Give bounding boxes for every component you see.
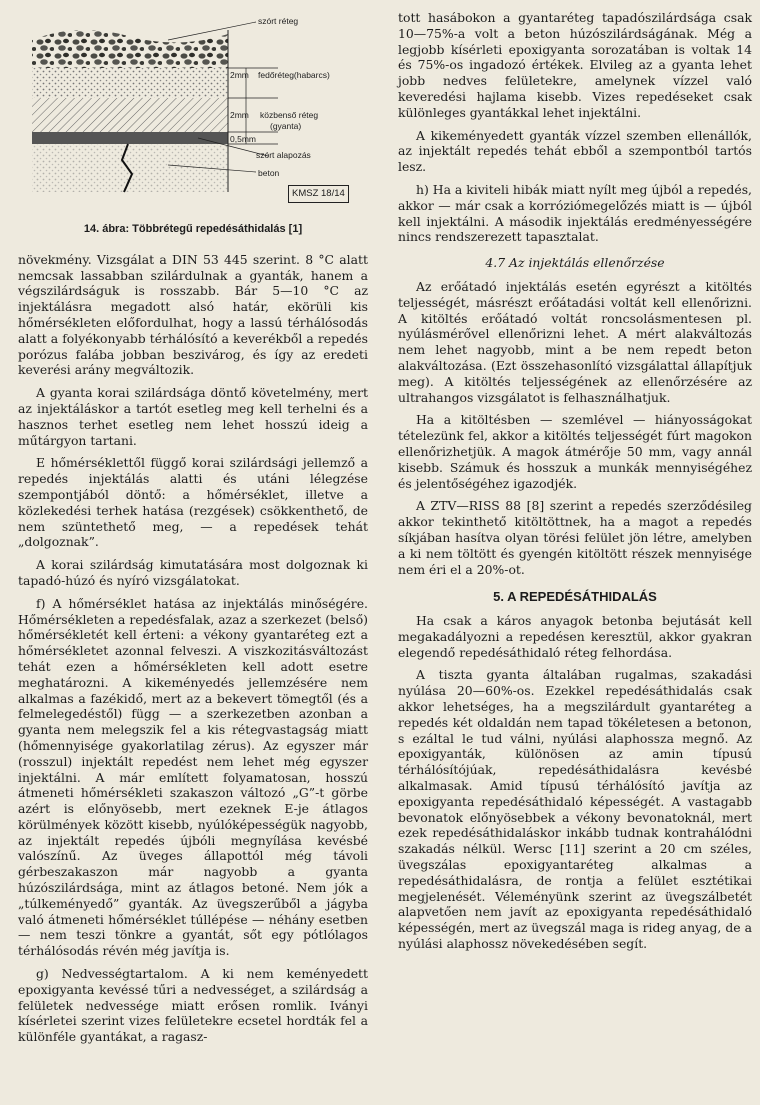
figure-stamp: KMSZ 18/14 — [288, 185, 349, 203]
label-mid-layer-sub: (gyanta) — [270, 121, 302, 131]
label-scattered-layer: szórt réteg — [258, 16, 299, 26]
paragraph: A kikeményedett gyanták vízzel szemben ellenállók, az injektált repedés tehát ebből a szempontból tartós lesz. — [398, 127, 752, 175]
paragraph: Ha csak a káros anyagok betonba bejutását kell megakadályozni a repedésen keresztül, akkor gyakran elegendő repedésáthidaló réteg felhordása. — [398, 613, 752, 660]
concrete — [32, 144, 228, 192]
paragraph: növekmény. Vizsgálat a DIN 53 445 szerint. 8 °C alatt nemcsak lassabban szilárdulnak a gyanták, hanem a végszilárdságuk is rosszabb. Bár 5—10 °C az injektálásra megadott alsó határ, ekörüli kis hőmérsékleten előfordulhat, hogy a lassú térhálósodás alatt a folyékonyabb térhálósító a keverékből a repedés porózus falába jobban beszivárog, és így az eredeti keverési arány megváltozik. — [18, 251, 368, 378]
left-column — [18, 0, 368, 1052]
paragraph: g) Nedvességtartalom. A ki nem keményedett epoxigyanta kevéssé tűri a nedvességet, a szilárdság a felületek nedvessége miatt erősen romlik. Iványi kísérletei szerint vizes felületekre ecsetel hordták fel a különféle gyantákat, a ragasz- — [18, 966, 368, 1045]
paragraph: A ZTV—RISS 88 [8] szerint a repedés szerződésileg akkor tekinthető kitöltöttnek, ha a magot a repedés síkjában hasítva olyan törési felület jön létre, amelyben a ki nem töltött és gyengén kitöltött részek mennyisége nem éri el a 20%-ot. — [398, 498, 752, 577]
paragraph: Az erőátadó injektálás esetén egyrészt a kitöltés teljességét, másrészt erőátadási voltát kell ellenőrizni. A kitöltés erőátadó voltát roncsolásmentesen pl. nyúlásmérővel ellenőrizni lehet. A mért alakváltozás nem lehet nagyobb, mint a be nem repedt beton alakváltozása. (Ezt összehasonlító vizsgálattal állapítjuk meg). A kitöltés teljességének az ellenőrzésére az ultrahangos vizsgálatot is felhasználhatjuk. — [398, 278, 752, 405]
paragraph: E hőmérséklettől függő korai szilárdsági jellemző a repedés injektálás alatti és utáni lélegzése szempontjából döntő: a hőmérséklet, illetve a közlekedési terhek hatása (rezgések) csökkenthető, de nem szüntethető meg, — a repedések tehát „dolgoznak”. — [18, 455, 368, 550]
paragraph: Ha a kitöltésben — szemlével — hiányosságokat tételezünk fel, akkor a kitöltés teljességét fúrt magokon ellenőrizhetjük. A magok átmérője 50 mm, vagy annál kisebb. Számuk és hosszuk a munkák mennyiségéhez és jelentőségéhez igazodjék. — [398, 412, 752, 491]
left-paragraphs — [18, 252, 368, 1045]
label-base-thickness: 0,5mm — [230, 134, 256, 144]
right-paragraphs — [398, 10, 752, 952]
label-mid-thickness: 2mm — [230, 110, 249, 120]
label-primer: szórt alapozás — [256, 150, 311, 160]
label-concrete: beton — [258, 168, 280, 178]
right-column — [398, 10, 752, 959]
paragraph: tott hasábokon a gyantaréteg tapadószilárdsága csak 10—75%-a volt a beton húzószilárdságának. Még a legjobb kísérleti epoxigyanta sorozatában is voltak 14 és 75%-os ingadozó értékek. Elvileg az a gyanta lehet jobb nedves felületekre, amelynek vízzel való keveredési hajlama kisebb. Vizes repedéseket csak különleges gyantákkal lehet injektálni. — [398, 10, 752, 120]
label-mid-layer: közbenső réteg — [260, 110, 319, 120]
intermediate-layer — [32, 98, 228, 132]
subsection-heading: 4.7 Az injektálás ellenőrzése — [485, 255, 665, 271]
layer-diagram — [18, 10, 368, 210]
paragraph: A gyanta korai szilárdsága döntő követelmény, mert az injektáláskor a tartót esetleg meg kell terhelni és a hasznos terhet esetleg nem lehet hosszú ideig a műtárgyon tartani. — [18, 385, 368, 448]
paragraph: f) A hőmérséklet hatása az injektálás minőségére. Hőmérsékleten a repedésfalak, azaz a szerkezet (belső) hőmérsékletét kell érteni: a vékony gyantaréteg ezt a hőmérsékletet azonnal felveszi. A viszkozitásváltozást tehát ezen a hőmérsékleten kell adott esetre meghatározni. A kikeményedés jellemzésére nem alkalmas a fazékidő, mert az a bekevert tömegtől (és a felmelegedéstől) függ — a szerkezetben azonban a gyanta nem melegszik fel a kis rétegvastagság miatt (hőmennyisége gyakorlatilag zérus). Az egyszer már (rosszul) injektált repedést nem lehet még egyszer injektálni. A már említett folyamatosan, hosszú átmeneti hőmérsékleti szakaszon változó „G”-t görbe azért is előnyösebb, mert ezeknek E-je átlagos körülmények között kisebb, nyúlóképességük nagyobb, az injektált repedés újbóli megnyílása kevésbé valószínű. Az üveges állapottól még távoli gérbeszakaszon már nagyobb a gyanta húzószilárdsága, mint az átlagos betoné. Nem jók a „túlkeményedő” gyanták. Az üvegszerűből a jágyba való átmeneti hőmérséklet túllépése — néhány esetben — nem teszi tönkre a gyantát, sőt egy pótlólagos térhálósodás révén még javítja is. — [18, 595, 368, 959]
figure-caption: 14. ábra: Többrétegű repedésáthidalás [1] — [83, 223, 303, 235]
label-top-thickness: 2mm — [230, 70, 249, 80]
paragraph: A tiszta gyanta általában rugalmas, szakadási nyúlása 20—60%-os. Ezekkel repedésáthidalás csak akkor lehetséges, ha a megszilárdult gyantaréteg a repedés két oldaldán nem tapad tökéletesen a betonon, s ezáltal le tud válni, nyúlási alaphossza megnő. Az epoxigyanták, különösen az amin típusú térhálósítójúak, repedésáthidalásra kevésbé alkalmasak. Amid típusú térhálósító javítja az epoxigyanta repedésáthidaló képességét. A vastagabb bevonatok előnyösebbek a vékony bevonatoknál, mert ezek repedésáthidaláskor inkább tudnak kontrahálódni szakadás nélkül. Wersc [11] szerint a 20 cm széles, üvegszálas epoxigyantaréteg alkalmas a repedésáthidalásra, de rontja a felület esztétikai megjelenését. Véleményünk szerint az üvegszálbetét alapvetően nem javít az epoxigyanta repedésáthidaló képességén, mert az üvegszál maga is rideg anyag, de a nyúlási alaphossz növekedésében segít. — [398, 667, 752, 952]
cover-layer — [32, 68, 228, 98]
paragraph: A korai szilárdság kimutatására most dolgoznak ki tapadó-húzó és nyíró vizsgálatokat. — [18, 557, 368, 588]
paragraph: h) Ha a kiviteli hibák miatt nyílt meg újból a repedés, akkor — már csak a korróziómegelőzés miatt is — újból kell injektálni. A második injektálás eredményességére nincs rendszerezett tapasztalat. — [398, 181, 752, 245]
section-heading: 5. A REPEDÉSÁTHIDALÁS — [493, 589, 657, 605]
label-cover-layer: fedőréteg(habarcs) — [258, 70, 330, 80]
scattered-layer — [32, 30, 228, 68]
